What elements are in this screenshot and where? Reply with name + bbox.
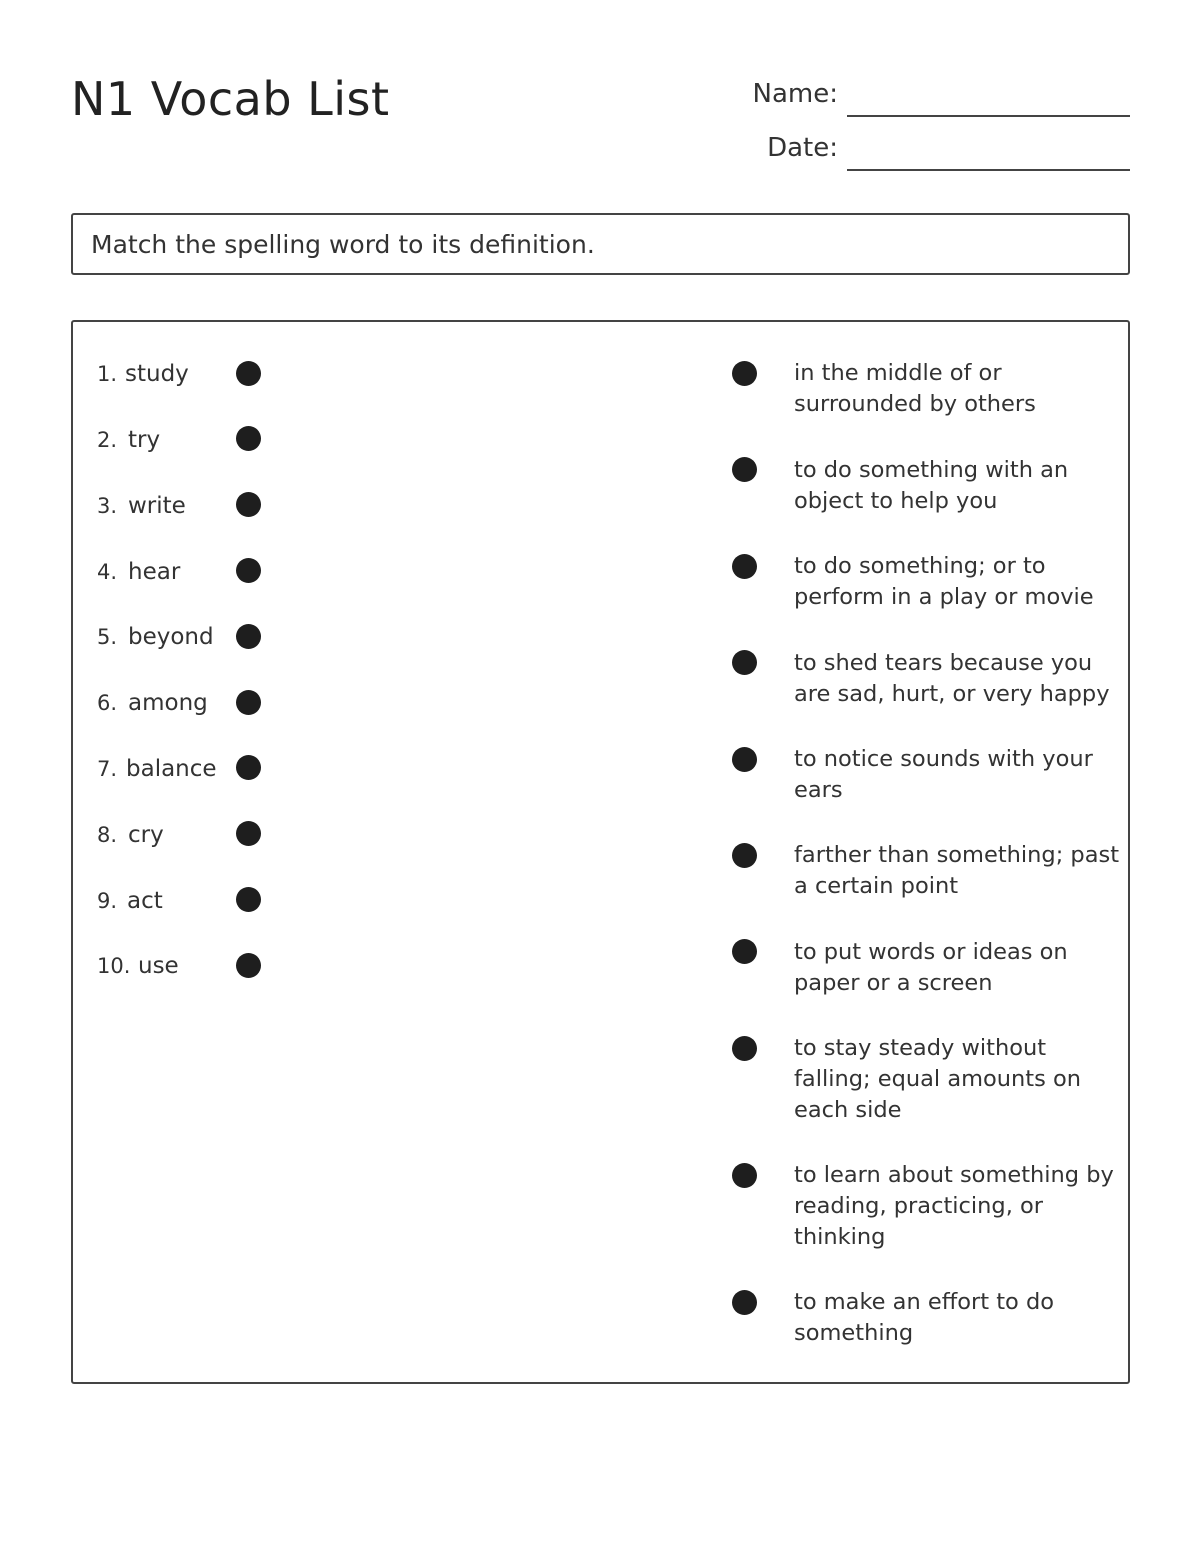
definition-text: to put words or ideas on paper or a screen	[794, 939, 1068, 996]
word-dot-7[interactable]	[236, 755, 261, 780]
word-text: hear	[128, 559, 181, 585]
word-text: among	[128, 690, 208, 716]
definition-dot-10[interactable]	[732, 1290, 757, 1315]
definition-dot-2[interactable]	[732, 457, 757, 482]
definition-text: to do something; or to perform in a play or movie	[794, 553, 1094, 610]
word-dot-8[interactable]	[236, 821, 261, 846]
word-dot-10[interactable]	[236, 953, 261, 978]
word-text: write	[128, 493, 186, 519]
definition-text: to notice sounds with your ears	[794, 746, 1093, 803]
definition-text: to shed tears because you are sad, hurt, or very happy	[794, 650, 1110, 707]
definition-text: to do something with an object to help you	[794, 457, 1069, 514]
word-dot-4[interactable]	[236, 558, 261, 583]
date-input-line[interactable]	[847, 139, 1130, 171]
word-dot-3[interactable]	[236, 492, 261, 517]
definition-dot-3[interactable]	[732, 554, 757, 579]
word-dot-2[interactable]	[236, 426, 261, 451]
word-dot-1[interactable]	[236, 361, 261, 386]
definition-text: farther than something; past a certain point	[794, 842, 1120, 899]
word-dot-5[interactable]	[236, 624, 261, 649]
word-number: 5.	[97, 625, 118, 649]
word-number: 6.	[97, 691, 118, 715]
definition-dot-7[interactable]	[732, 939, 757, 964]
word-text: try	[128, 427, 161, 453]
definition-dot-9[interactable]	[732, 1163, 757, 1188]
definition-dot-1[interactable]	[732, 361, 757, 386]
word-text: study	[125, 361, 189, 387]
definition-text: in the middle of or surrounded by others	[794, 360, 1036, 417]
word-number: 4.	[97, 560, 118, 584]
word-text: beyond	[128, 624, 214, 650]
definition-dot-6[interactable]	[732, 843, 757, 868]
word-number: 8.	[97, 823, 118, 847]
word-number: 7.	[97, 757, 118, 781]
page-title: N1 Vocab List	[71, 72, 390, 126]
name-label: Name:	[752, 79, 838, 109]
date-label: Date:	[767, 133, 838, 163]
matching-panel	[71, 320, 1130, 1384]
word-dot-9[interactable]	[236, 887, 261, 912]
name-input-line[interactable]	[847, 85, 1130, 117]
word-text: cry	[128, 822, 164, 848]
word-number: 1.	[97, 362, 118, 386]
definition-dot-5[interactable]	[732, 747, 757, 772]
definition-dot-8[interactable]	[732, 1036, 757, 1061]
name-field	[700, 77, 1130, 117]
word-number: 3.	[97, 494, 118, 518]
word-text: balance	[126, 756, 217, 782]
definition-text: to stay steady without falling; equal amounts on each side	[794, 1035, 1082, 1123]
definition-text: to make an effort to do something	[794, 1289, 1054, 1346]
word-dot-6[interactable]	[236, 690, 261, 715]
word-number: 10.	[97, 954, 131, 978]
instructions-box: Match the spelling word to its definition.	[71, 213, 1130, 275]
word-number: 2.	[97, 428, 118, 452]
definition-text: to learn about something by reading, practicing, or thinking	[794, 1162, 1114, 1250]
word-text: use	[138, 953, 179, 979]
word-number: 9.	[97, 889, 118, 913]
word-text: act	[127, 888, 163, 914]
definition-dot-4[interactable]	[732, 650, 757, 675]
date-field	[700, 131, 1130, 171]
